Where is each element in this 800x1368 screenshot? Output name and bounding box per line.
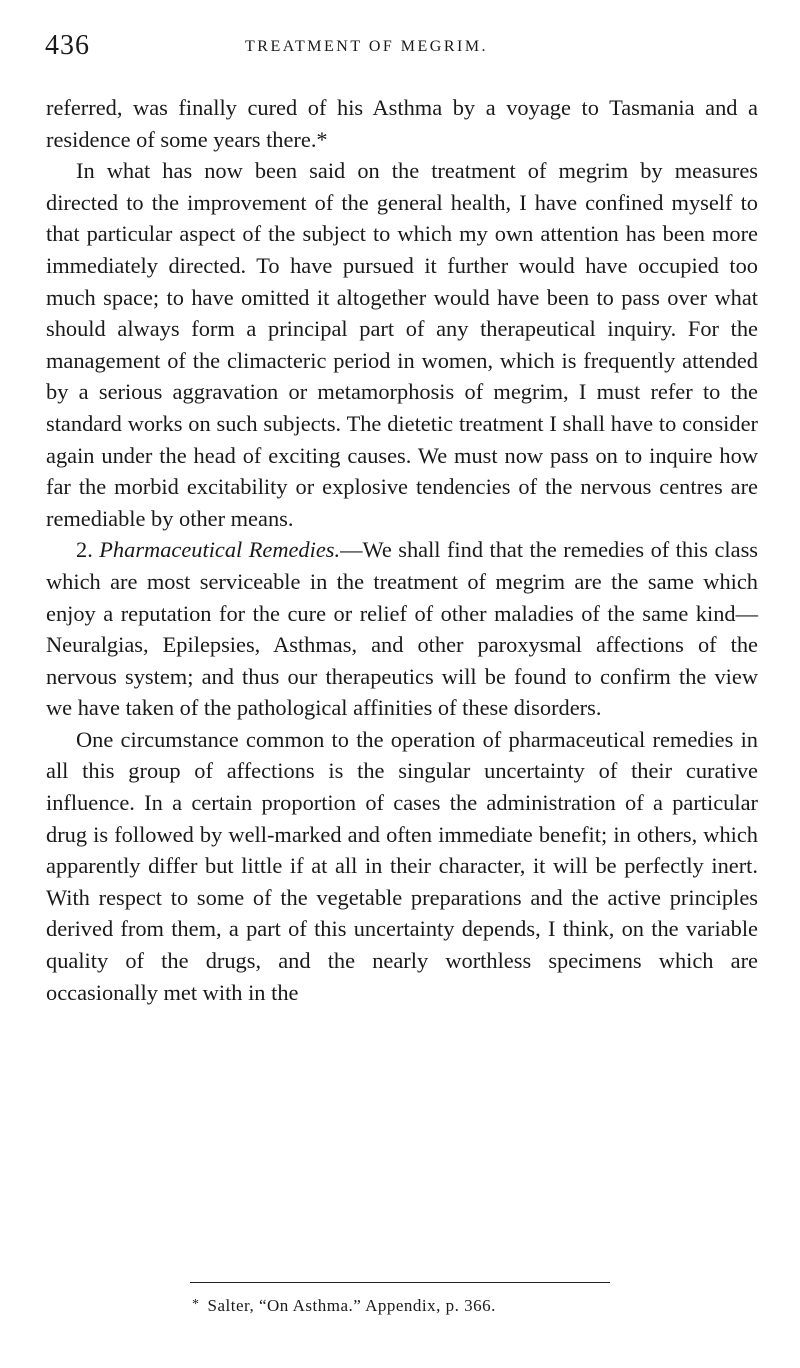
running-title: TREATMENT OF MEGRIM. [245, 38, 489, 55]
paragraph-general-health: In what has now been said on the treatment of megrim by measures directed to the improvement of the general health, I have confined myself to that particular aspect of the subject to which my own attention has been more immediately directed. To have pursued it further would have occupied too much space; to have omitted it altogether would have been to pass over what should always form a principal part of any therapeutical inquiry. For the management of the climacteric period in women, which is frequently attended by a serious aggravation or metamorphosis of megrim, I must refer to the standard works on such subjects. The dietetic treatment I shall have to consider again under the head of exciting causes. We must now pass on to inquire how far the morbid excitability or explosive tendencies of the nervous centres are remediable by other means. [46, 158, 758, 531]
paragraph-continuation: referred, was finally cured of his Asthma by a voyage to Tasmania and a residence of some years there.* [46, 95, 758, 152]
section-paragraph-text: We shall find that the remedies of this class which are most serviceable in the treatment of megrim are the same which enjoy a reputation for the cure or relief of other maladies of the same kind—Neuralgias, Epilepsies, Asthmas, and other paroxysmal affections of the nervous system; and thus our therapeutics will be found to confirm the view we have taken of the pathological affinities of these disorders. [46, 537, 758, 721]
footnote [192, 1296, 672, 1316]
footnote-mark: * [192, 1297, 200, 1312]
body-text [46, 92, 758, 1008]
page-number: 436 [45, 30, 90, 61]
paragraph-pharmaceutical-remedies [46, 534, 758, 724]
paragraph-uncertainty: One circumstance common to the operation of pharmaceutical remedies in all this group of affections is the singular uncertainty of their curative influence. In a certain proportion of cases the administration of a particular drug is followed by well-marked and often immediate benefit; in others, which apparently differ but little if at all in their character, it will be perfectly inert. With respect to some of the vegetable preparations and the active principles derived from them, a part of this uncertainty depends, I think, on the variable quality of the drugs, and the nearly worthless specimens which are occasionally met with in the [46, 726, 758, 1005]
section-heading: Pharmaceutical Remedies. [99, 537, 341, 563]
running-header [45, 30, 755, 66]
section-number: 2. [76, 537, 93, 563]
section-dash: — [340, 537, 363, 563]
footnote-text: Salter, “On Asthma.” Appendix, p. 366. [207, 1296, 496, 1315]
footnote-divider [190, 1282, 610, 1283]
